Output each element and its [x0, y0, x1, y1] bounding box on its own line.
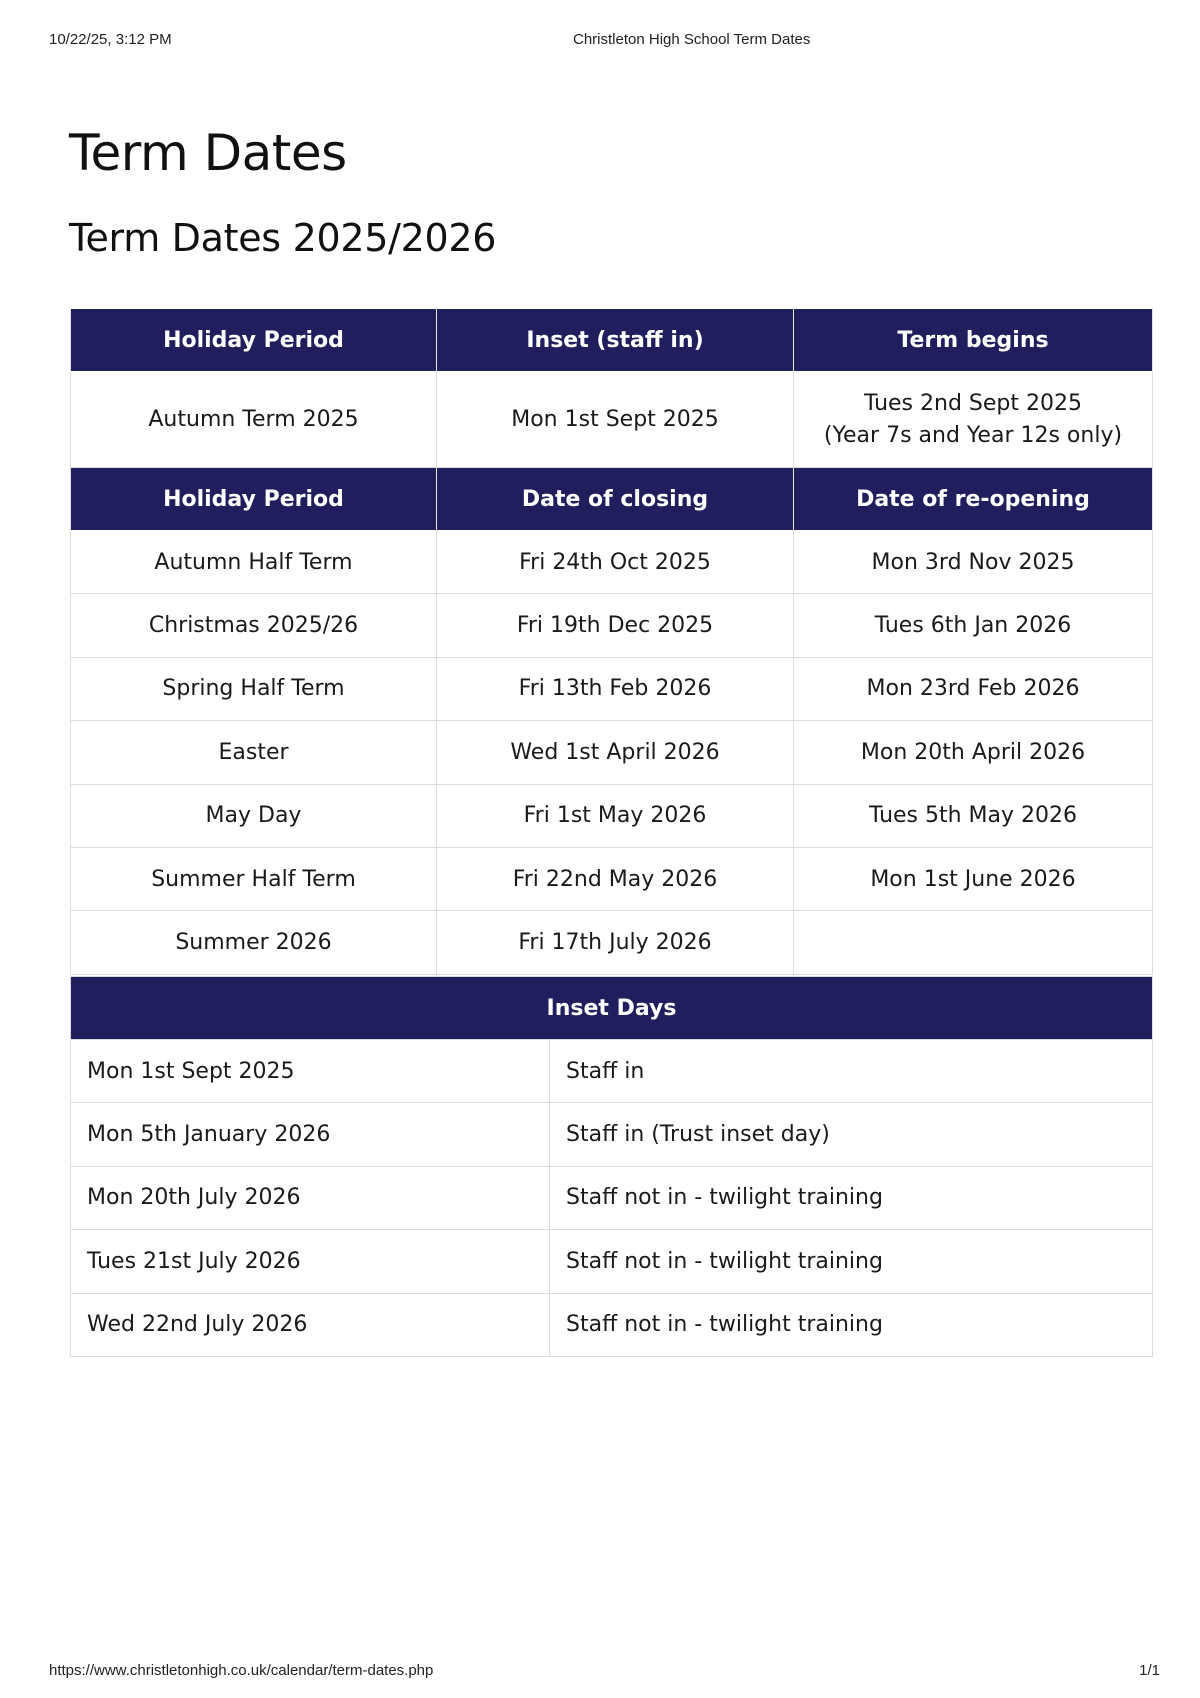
- reopening-date: Mon 1st June 2026: [794, 847, 1153, 910]
- table-row: [71, 1230, 1153, 1293]
- table-row: [71, 721, 1153, 784]
- column-header-holiday-period: Holiday Period: [71, 468, 437, 531]
- print-doc-title: Christleton High School Term Dates: [573, 31, 811, 48]
- print-datetime: 10/22/25, 3:12 PM: [49, 31, 172, 48]
- closing-date: Wed 1st April 2026: [437, 721, 794, 784]
- reopening-date: Mon 3rd Nov 2025: [794, 531, 1153, 594]
- table-row: [71, 1293, 1153, 1356]
- holiday-period: Summer Half Term: [71, 847, 437, 910]
- closing-date: Fri 13th Feb 2026: [437, 657, 794, 720]
- inset-note: Staff not in - twilight training: [550, 1166, 1153, 1229]
- inset-date: Mon 1st Sept 2025: [71, 1040, 550, 1103]
- print-page-number: 1/1: [1139, 1662, 1160, 1679]
- closing-date: Fri 1st May 2026: [437, 784, 794, 847]
- closing-date: Fri 19th Dec 2025: [437, 594, 794, 657]
- holiday-period: Autumn Half Term: [71, 531, 437, 594]
- reopening-date: Mon 23rd Feb 2026: [794, 657, 1153, 720]
- table-header-row: [71, 309, 1153, 372]
- holiday-period: Easter: [71, 721, 437, 784]
- column-header-date-of-closing: Date of closing: [437, 468, 794, 531]
- table-header-row: [71, 468, 1153, 531]
- autumn-term-inset: Mon 1st Sept 2025: [437, 372, 794, 468]
- table-row: [71, 1040, 1153, 1103]
- column-header-date-of-reopening: Date of re-opening: [794, 468, 1153, 531]
- inset-days-table: [70, 976, 1153, 1357]
- page-subtitle: Term Dates 2025/2026: [69, 216, 497, 260]
- holiday-period: Christmas 2025/26: [71, 594, 437, 657]
- autumn-term-begins: [794, 372, 1153, 468]
- table-row: [71, 531, 1153, 594]
- table-row: [71, 784, 1153, 847]
- inset-date: Mon 20th July 2026: [71, 1166, 550, 1229]
- inset-days-header: Inset Days: [71, 977, 1153, 1040]
- inset-date: Tues 21st July 2026: [71, 1230, 550, 1293]
- inset-note: Staff in: [550, 1040, 1153, 1103]
- table-row: [71, 847, 1153, 910]
- table-row: [71, 911, 1153, 974]
- closing-date: Fri 24th Oct 2025: [437, 531, 794, 594]
- inset-note: Staff in (Trust inset day): [550, 1103, 1153, 1166]
- inset-date: Wed 22nd July 2026: [71, 1293, 550, 1356]
- print-url: https://www.christletonhigh.co.uk/calendar/term-dates.php: [49, 1662, 434, 1679]
- page-title: Term Dates: [69, 124, 347, 182]
- holiday-period: Summer 2026: [71, 911, 437, 974]
- holiday-period: Spring Half Term: [71, 657, 437, 720]
- inset-note: Staff not in - twilight training: [550, 1230, 1153, 1293]
- table-header-row: [71, 977, 1153, 1040]
- inset-date: Mon 5th January 2026: [71, 1103, 550, 1166]
- print-header: [49, 31, 1160, 51]
- table-row: [71, 657, 1153, 720]
- reopening-date: [794, 911, 1153, 974]
- print-footer: [49, 1662, 1160, 1682]
- closing-date: Fri 17th July 2026: [437, 911, 794, 974]
- autumn-term-period: Autumn Term 2025: [71, 372, 437, 468]
- closing-date: Fri 22nd May 2026: [437, 847, 794, 910]
- holiday-period: May Day: [71, 784, 437, 847]
- autumn-term-begins-date: Tues 2nd Sept 2025: [863, 390, 1082, 416]
- term-dates-table: [70, 308, 1153, 975]
- column-header-inset: Inset (staff in): [437, 309, 794, 372]
- column-header-holiday-period: Holiday Period: [71, 309, 437, 372]
- column-header-term-begins: Term begins: [794, 309, 1153, 372]
- reopening-date: Tues 6th Jan 2026: [794, 594, 1153, 657]
- table-row: [71, 594, 1153, 657]
- table-row: [71, 1103, 1153, 1166]
- reopening-date: Tues 5th May 2026: [794, 784, 1153, 847]
- table-row: [71, 1166, 1153, 1229]
- inset-note: Staff not in - twilight training: [550, 1293, 1153, 1356]
- reopening-date: Mon 20th April 2026: [794, 721, 1153, 784]
- autumn-term-begins-note: (Year 7s and Year 12s only): [823, 422, 1123, 448]
- table-row: [71, 372, 1153, 468]
